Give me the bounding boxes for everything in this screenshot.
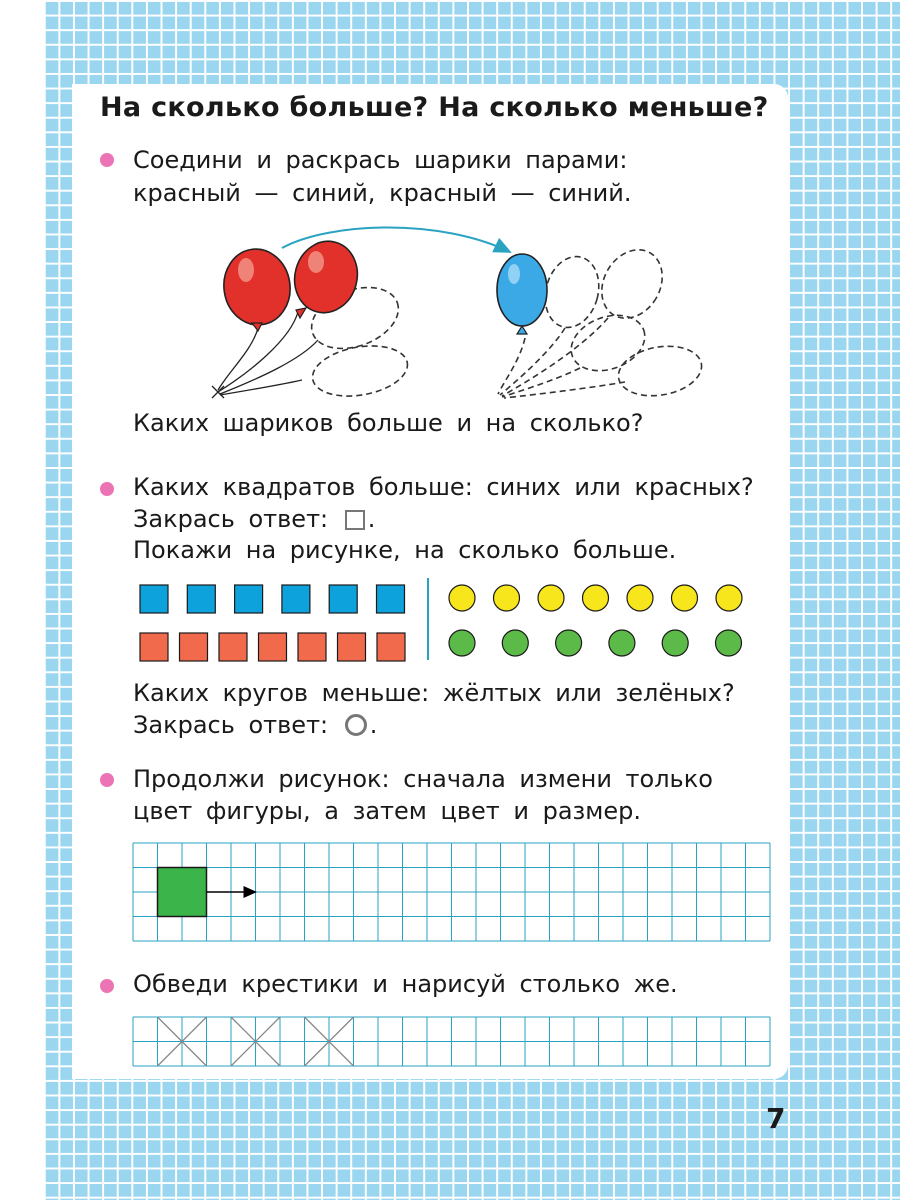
task2-answer2-suffix: . xyxy=(369,711,378,739)
task2-answer-suffix: . xyxy=(367,505,376,533)
task2-q2: Каких кругов меньше: жёлтых или зелёных? xyxy=(133,679,735,707)
task2-answer-prefix: Закрась ответ: xyxy=(133,505,329,533)
task3-line2: цвет фигуры, а затем цвет и размер. xyxy=(133,797,642,825)
task1-line2: красный — синий, красный — синий. xyxy=(133,179,632,207)
task2-line3: Покажи на рисунке, на сколько больше. xyxy=(133,536,677,564)
task2-line1: Каких квадратов больше: синих или красных? xyxy=(133,473,754,501)
task1-line1: Соедини и раскрась шарики парами: xyxy=(133,146,628,174)
task3-line1: Продолжи рисунок: сначала измени только xyxy=(133,765,713,793)
task2-answer2-prefix: Закрась ответ: xyxy=(133,711,329,739)
task1-question: Каких шариков больше и на сколько? xyxy=(133,409,644,437)
task4-line1: Обведи крестики и нарисуй столько же. xyxy=(133,970,678,998)
page-title: На сколько больше? На сколько меньше? xyxy=(100,92,769,123)
page-number: 7 xyxy=(766,1102,786,1135)
